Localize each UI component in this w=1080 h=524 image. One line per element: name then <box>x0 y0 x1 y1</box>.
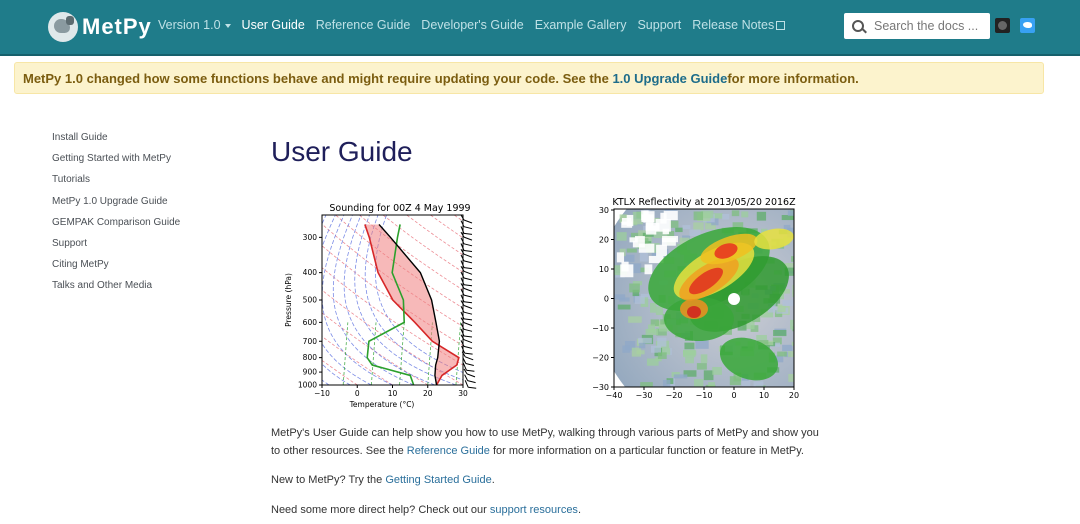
radar-x-tick: −30 <box>635 391 653 400</box>
radar-x-tick: −10 <box>695 391 713 400</box>
getting-started-link[interactable]: Getting Started Guide <box>385 474 492 486</box>
skewt-y-tick: 300 <box>302 232 317 242</box>
search-box <box>844 13 990 39</box>
nav-support[interactable]: Support <box>637 18 682 32</box>
nav-version-dropdown[interactable]: Version 1.0 <box>158 18 231 32</box>
nav-release-notes[interactable]: Release Notes <box>692 18 785 32</box>
skewt-x-tick: 20 <box>422 389 433 398</box>
twitter-icon[interactable] <box>1020 18 1035 33</box>
getting-started-text-before: New to MetPy? Try the <box>271 474 386 486</box>
support-text-after: . <box>577 504 581 516</box>
sidebar-item-citing[interactable]: Citing MetPy <box>52 259 109 271</box>
banner-text-before: MetPy 1.0 changed how some functions behave and might require updating your code. See the <box>23 70 609 86</box>
page-title: User Guide <box>271 136 413 167</box>
search-icon <box>852 20 864 32</box>
nav-example-gallery[interactable]: Example Gallery <box>534 18 627 32</box>
nav-user-guide[interactable]: User Guide <box>241 18 305 32</box>
skewt-xlabel: Temperature (°C) <box>349 400 415 409</box>
intro-text-before: MetPy's User Guide can help show you how to use MetPy, walking through various parts of MetPy and show you to other resources. See the <box>271 427 819 457</box>
banner-text-after: for more information. <box>727 70 859 86</box>
skewt-title: Sounding for 00Z 4 May 1999 <box>329 203 471 214</box>
sidebar-item-getting-started[interactable]: Getting Started with MetPy <box>52 153 171 165</box>
radar-y-tick: −10 <box>592 324 609 333</box>
logo-icon <box>48 12 78 42</box>
radar-x-tick: −20 <box>665 391 683 400</box>
skewt-x-tick: 0 <box>354 389 360 398</box>
upgrade-banner <box>14 62 1044 94</box>
skewt-x-tick: −10 <box>314 389 330 398</box>
radar-x-tick: 20 <box>788 391 800 400</box>
sidebar-item-support[interactable]: Support <box>52 237 88 249</box>
sidebar-item-talks[interactable]: Talks and Other Media <box>52 280 153 292</box>
github-icon[interactable] <box>995 18 1010 33</box>
getting-started-text-after: . <box>491 474 495 486</box>
search-input[interactable] <box>872 18 986 34</box>
sidebar-item-upgrade-guide[interactable]: MetPy 1.0 Upgrade Guide <box>52 195 168 207</box>
sidebar-item-install-guide[interactable]: Install Guide <box>52 132 108 143</box>
sidebar <box>52 131 180 301</box>
nav-reference-guide[interactable]: Reference Guide <box>315 18 411 32</box>
logo-text: MetPy <box>82 14 152 39</box>
metpy-logo[interactable] <box>48 10 152 44</box>
main-nav <box>158 18 796 32</box>
intro-paragraph <box>271 424 831 460</box>
skewt-y-tick: 400 <box>302 268 317 278</box>
skewt-y-tick: 600 <box>302 317 317 327</box>
caret-down-icon <box>225 24 231 28</box>
sidebar-item-tutorials[interactable]: Tutorials <box>52 174 90 186</box>
radar-y-tick: −30 <box>592 383 609 392</box>
radar-y-tick: 0 <box>603 294 609 304</box>
skewt-sounding-chart <box>280 196 490 410</box>
skewt-y-tick: 800 <box>302 353 317 363</box>
radar-reflectivity-chart <box>585 195 805 410</box>
skewt-y-tick: 900 <box>302 367 317 377</box>
top-navbar <box>0 0 1080 56</box>
radar-x-tick: −40 <box>605 391 623 400</box>
support-text-before: Need some more direct help? Check out our <box>271 504 490 516</box>
external-link-icon <box>776 21 785 30</box>
skewt-y-tick: 500 <box>302 295 317 305</box>
intro-text-after: for more information on a particular function or feature in MetPy. <box>489 445 804 457</box>
skewt-y-tick: 1000 <box>297 380 317 390</box>
radar-title: KTLX Reflectivity at 2013/05/20 2016Z <box>612 197 796 208</box>
radar-x-tick: 0 <box>731 391 737 400</box>
skewt-x-tick: 10 <box>387 389 398 398</box>
skewt-ylabel: Pressure (hPa) <box>284 273 293 327</box>
skewt-y-tick: 700 <box>302 336 317 346</box>
radar-y-tick: 20 <box>598 235 609 245</box>
radar-x-tick: 10 <box>758 391 770 400</box>
upgrade-guide-link[interactable]: 1.0 Upgrade Guide <box>612 70 728 86</box>
radar-y-tick: 30 <box>598 206 609 215</box>
sidebar-item-gempak-comparison[interactable]: GEMPAK Comparison Guide <box>52 216 181 228</box>
radar-y-tick: −20 <box>592 353 609 363</box>
support-resources-link[interactable]: support resources <box>489 504 578 516</box>
cape-area <box>365 224 459 385</box>
reference-guide-link[interactable]: Reference Guide <box>406 445 490 457</box>
getting-started-paragraph <box>271 471 831 489</box>
nav-developers-guide[interactable]: Developer's Guide <box>421 18 524 32</box>
skewt-x-tick: 30 <box>458 389 468 398</box>
support-paragraph <box>271 501 831 519</box>
radar-y-tick: 10 <box>598 265 609 274</box>
